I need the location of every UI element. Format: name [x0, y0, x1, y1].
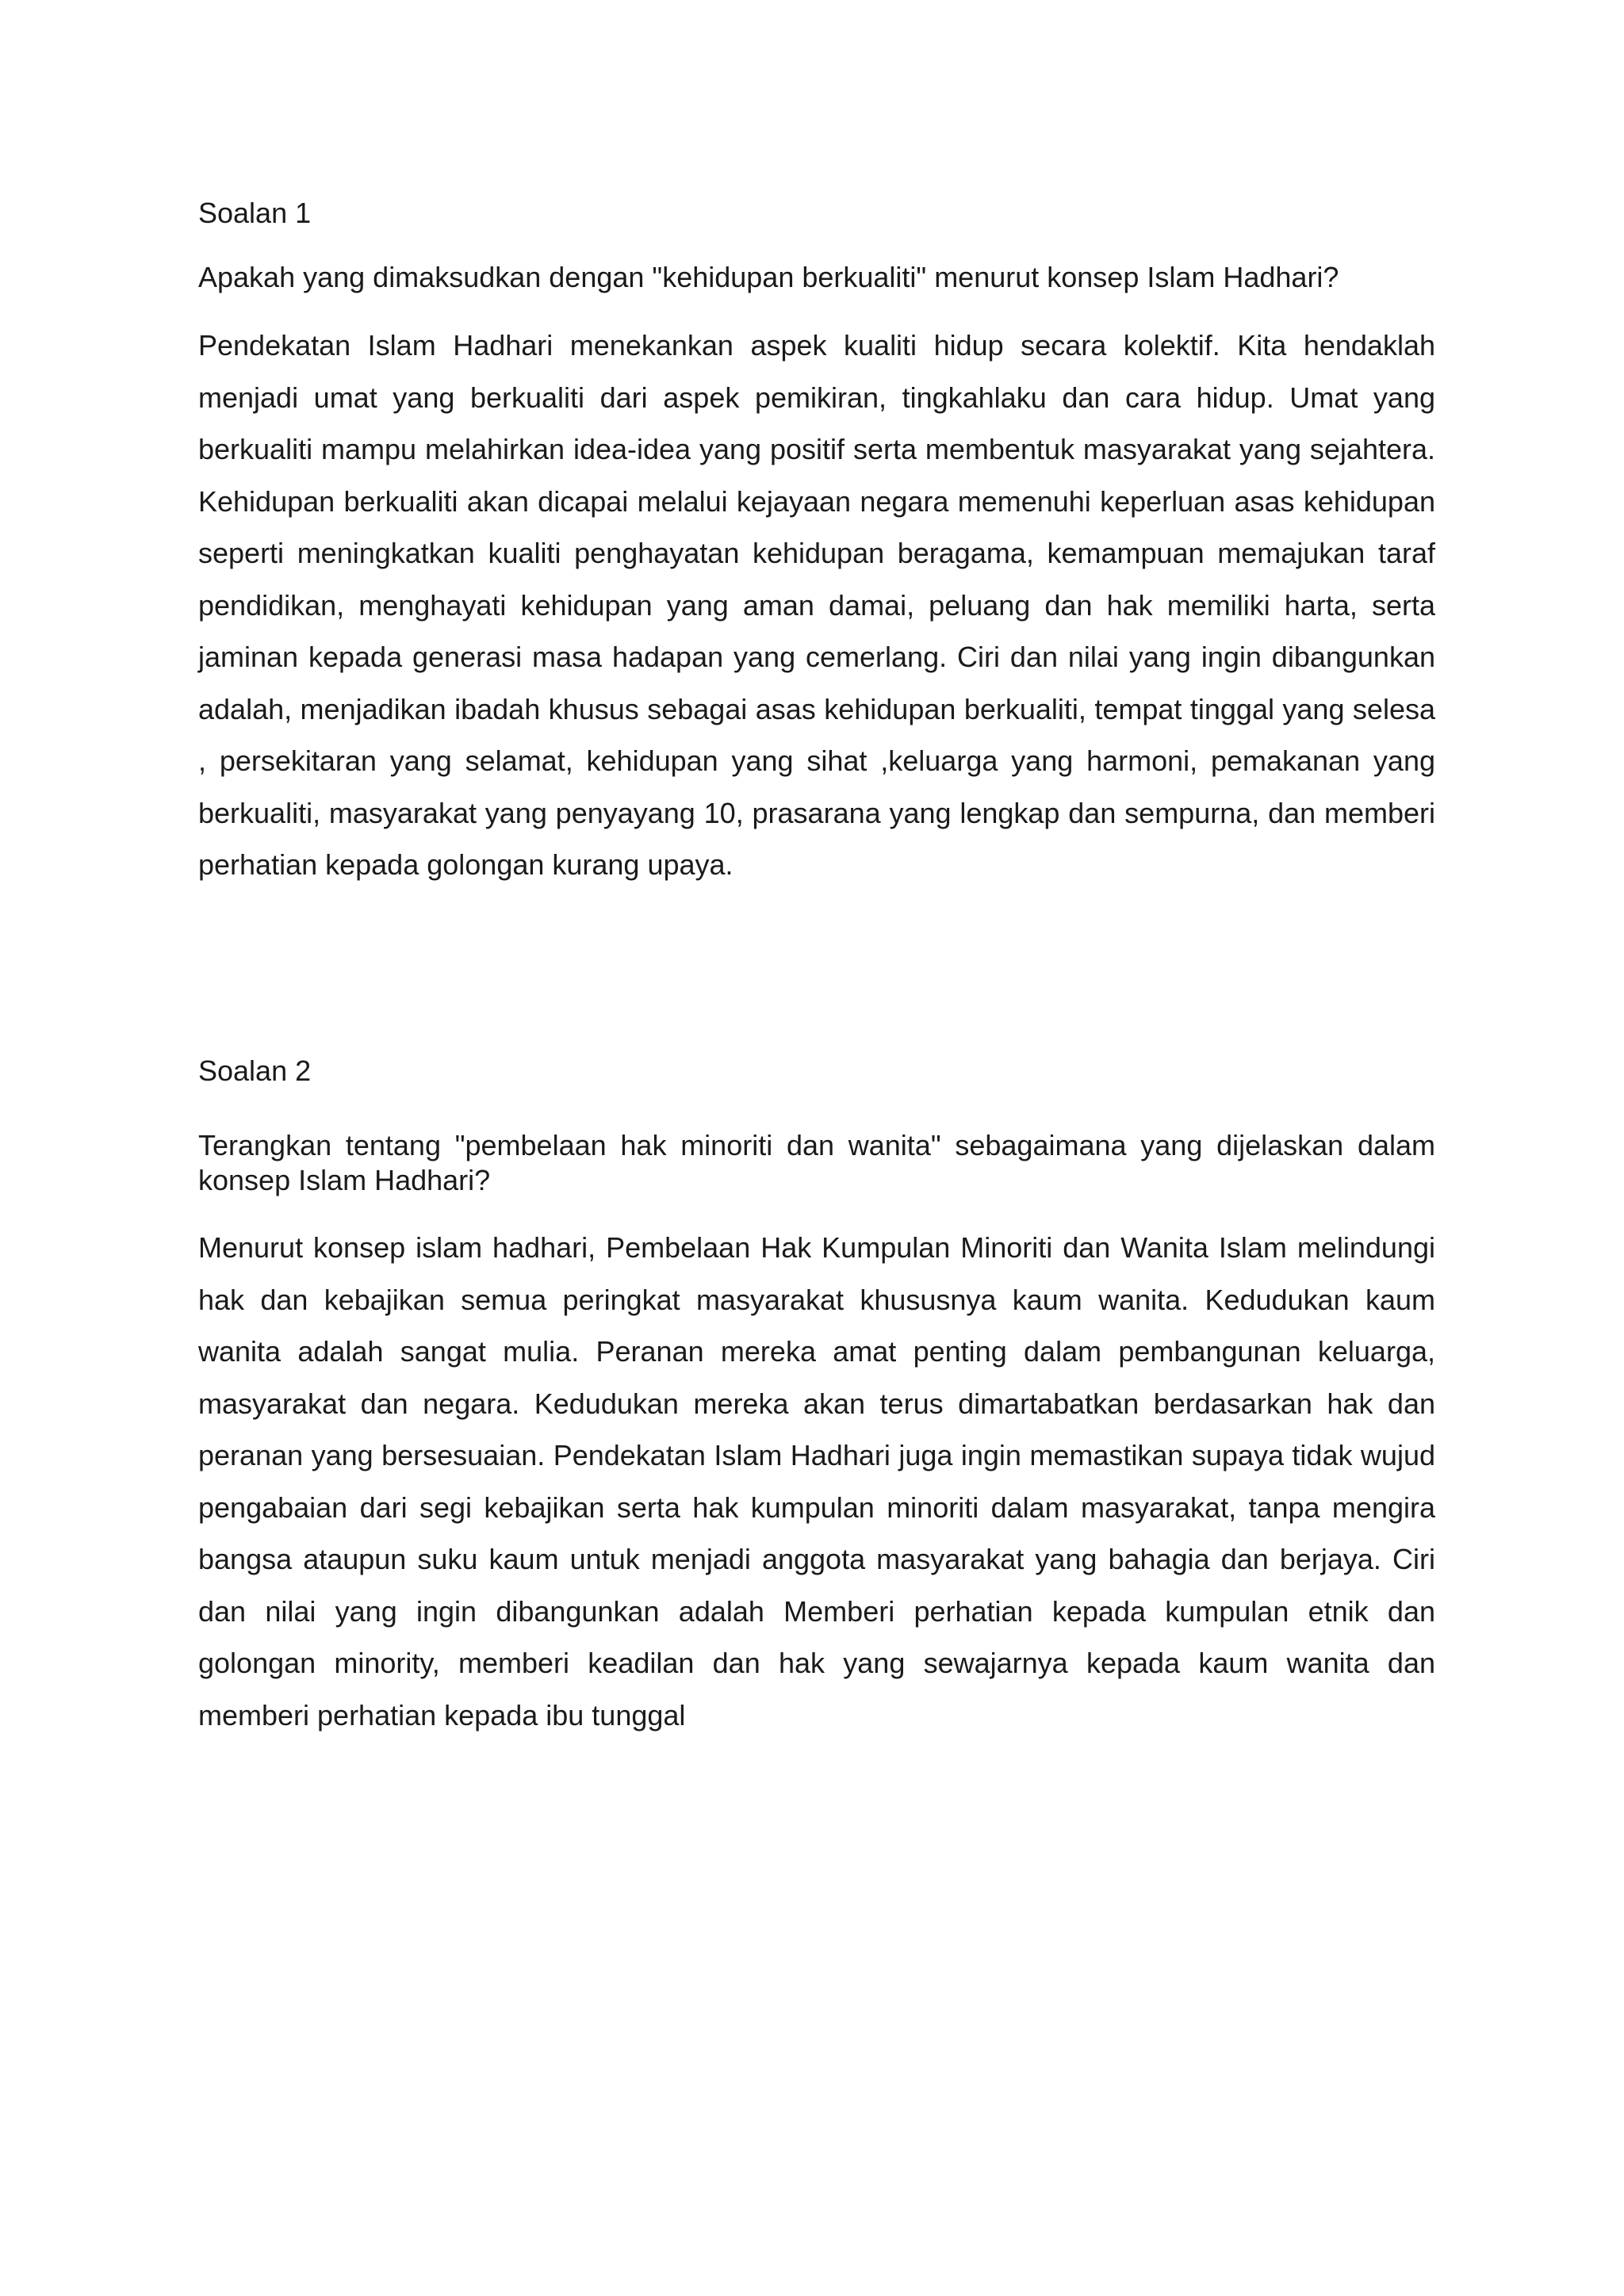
question-text: Terangkan tentang "pembelaan hak minoriti dan wanita" sebagaimana yang dijelaskan dalam konsep Islam Hadhari?: [198, 1129, 1435, 1196]
answer-paragraph: Pendekatan Islam Hadhari menekankan aspek kualiti hidup secara kolektif. Kita hendaklah menjadi umat yang berkualiti dari aspek pemikiran, tingkahlaku dan cara hidup. Umat yang berkualiti mampu melahirkan idea-idea yang positif serta membentuk masyarakat yang sejahtera. Kehidupan berkualiti akan dicapai melalui kejayaan negara memenuhi keperluan asas kehidupan seperti meningkatkan kualiti penghayatan kehidupan beragama, kemampuan memajukan taraf pendidikan, menghayati kehidupan yang aman damai, peluang dan hak memiliki harta, serta jaminan kepada generasi masa hadapan yang cemerlang. Ciri dan nilai yang ingin dibangunkan adalah, menjadikan ibadah khusus sebagai asas kehidupan berkualiti, tempat tinggal yang selesa , persekitaran yang selamat, kehidupan yang sihat ,keluarga yang harmoni, pemakanan yang berkualiti, masyarakat yang penyayang 10, prasarana yang lengkap dan sempurna, dan memberi perhatian kepada golongan kurang upaya.: [198, 329, 1435, 881]
section-heading: Soalan 1: [198, 197, 312, 229]
question-text: Apakah yang dimaksudkan dengan "kehidupan berkualiti" menurut konsep Islam Hadhari?: [198, 261, 1339, 293]
question-section-2: [198, 1050, 1435, 1741]
answer-paragraph: Menurut konsep islam hadhari, Pembelaan Hak Kumpulan Minoriti dan Wanita Islam melindungi hak dan kebajikan semua peringkat masyarakat khususnya kaum wanita. Kedudukan kaum wanita adalah sangat mulia. Peranan mereka amat penting dalam pembangunan keluarga, masyarakat dan negara. Kedudukan mereka akan terus dimartabatkan berdasarkan hak dan peranan yang bersesuaian. Pendekatan Islam Hadhari juga ingin memastikan supaya tidak wujud pengabaian dari segi kebajikan serta hak kumpulan minoriti dalam masyarakat, tanpa mengira bangsa ataupun suku kaum untuk menjadi anggota masyarakat yang bahagia dan berjaya. Ciri dan nilai yang ingin dibangunkan adalah Memberi perhatian kepada kumpulan etnik dan golongan minority, memberi keadilan dan hak yang sewajarnya kepada kaum wanita dan memberi perhatian kepada ibu tunggal: [198, 1231, 1435, 1732]
question-section-1: [198, 193, 1435, 891]
section-heading: Soalan 2: [198, 1054, 312, 1087]
